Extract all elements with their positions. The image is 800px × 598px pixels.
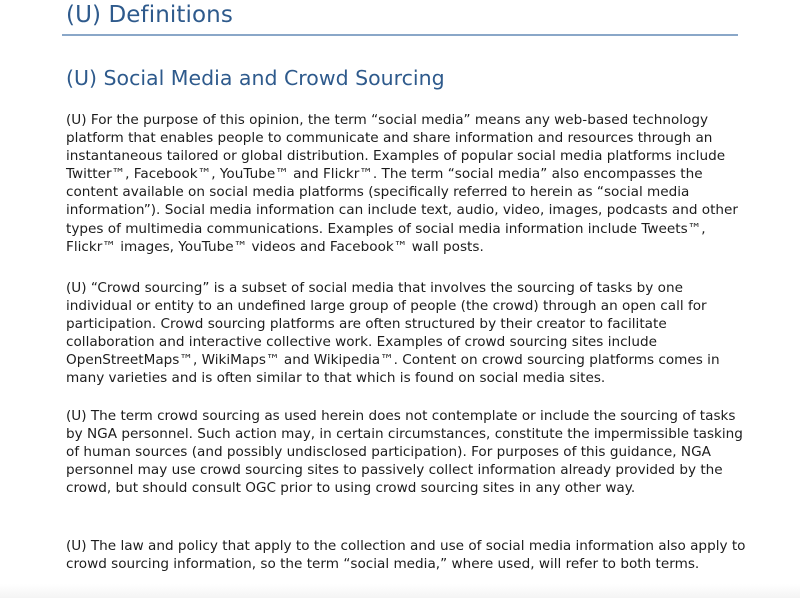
paragraph-law-and-policy: (U) The law and policy that apply to the collection and use of social media information also apply to crowd sourcing information, so the term “social media,” where used, will refer to both terms. [66,538,746,573]
paragraph-nga-personnel-guidance: (U) The term crowd sourcing as used herein does not contemplate or include the sourcing of tasks by NGA personnel. Such action may, in certain circumstances, constitute the impermissible tasking of human sources (and possibly undisclosed participation). For purposes of this guidance, NGA personnel may use crowd sourcing sites to passively collect information already provided by the crowd, but should consult OGC prior to using crowd sourcing sites in any other way. [66,408,743,497]
page-bottom-edge [0,584,800,598]
page-title: (U) Definitions [66,2,233,28]
section-heading: (U) Social Media and Crowd Sourcing [66,66,445,90]
title-underline-rule [62,34,738,36]
paragraph-social-media-definition: (U) For the purpose of this opinion, the term “social media” means any web-based technology platform that enables people to communicate and share information and resources through an instantaneous tailored or global distribution. Examples of popular social media platforms include Twitter™, Facebook™, YouTube™ and Flickr™. The term “social media” also encompasses the content available on social media platforms (specifically referred to herein as “social media information”). Social media information can include text, audio, video, images, podcasts and other types of multimedia communications. Examples of social media information include Tweets™, Flickr™ images, YouTube™ videos and Facebook™ wall posts. [66,112,739,255]
paragraph-crowd-sourcing-definition: (U) “Crowd sourcing” is a subset of social media that involves the sourcing of tasks by one individual or entity to an undefined large group of people (the crowd) through an open call for participation. Crowd sourcing platforms are often structured by their creator to facilitate collaboration and interactive collective work. Examples of crowd sourcing sites include OpenStreetMaps™, WikiMaps™ and Wikipedia™. Content on crowd sourcing platforms comes in many varieties and is often similar to that which is found on social media sites. [66,280,720,387]
